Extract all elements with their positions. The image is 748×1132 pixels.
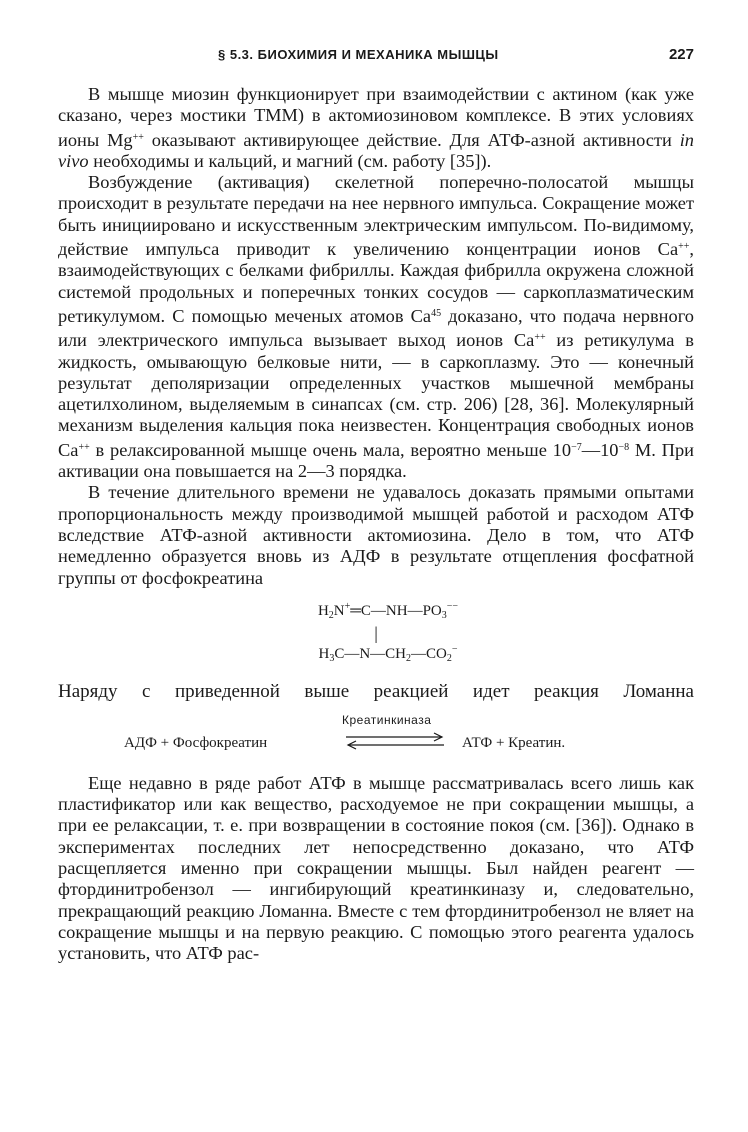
reaction-lhs: АДФ + Фосфокреатин (124, 734, 268, 751)
book-page (58, 46, 694, 965)
formula-bond: | (374, 622, 378, 643)
lohmann-reaction (58, 711, 694, 759)
page-header (58, 46, 694, 70)
paragraph-4: Еще недавно в ряде работ АТФ в мышце рассматривалась всего лишь как пластификатор или как вещество, расходуемое не при сокращении мышцы, а при ее релаксации, т. е. при возвращении в состояние покоя (см. [36]). Однако в экспериментах последних лет непосредственно доказано, что АТФ расщепляется именно при сокращении мышцы. Был найден реагент — фтординитробензол — ингибирующий креатинкиназу и, следовательно, прекращающий реакцию Ломанна. Вместе с тем фтординитробензол не вляет на сокращение мышцы и на первую реакцию. С помощью этого реагента удалось установить, что АТФ рас- (58, 772, 694, 964)
paragraph-2: Возбуждение (активация) скелетной поперечно-полосатой мышцы происходит в результате передачи на нее нервного импульса. Сокращение может быть инициировано и искусственным электрическим импульсом. По-видимому, действие импульса приводит к увеличению концентрации ионов Ca++, взаимодействующих с белками фибриллы. Каждая фибрилла окружена сложной системой продольных и поперечных тонких сосудов — саркоплазматическим ретикулумом. С помощью меченых атомов Ca$^{45}$ доказано, что подача нервного или электрического импульса вызывает выход ионов Ca++ из ретикулума в жидкость, омывающую белковые нити, — в саркоплазму. Это — конечный результат деполяризации определенных участков мышечной мембраны ацетилхолином, выделяемым в синапсах (см. стр. 206) [28, 36]. Молекулярный механизм выделения кальция пока неизвестен. Концентрация свободных ионов Ca++ в релаксированной мышце очень мала, вероятно меньше $10^{-7}—10^{-8}$ M. При активации она повышается на 2—3 порядка. (58, 172, 694, 482)
closing-text (58, 773, 694, 965)
paragraph-3: В течение длительного времени не удавалось доказать прямыми опытами пропорциональность между производимой мышцей работой и расходом АТФ вследствие АТФ-азной активности актомиозина. Дело в том, что АТФ немедленно образуется вновь из АДФ в результате отщепления фосфатной группы от фосфокреатина (58, 482, 694, 588)
italic-term: in vivo (58, 129, 694, 171)
catalyst-label: Креатинкиназа (342, 712, 432, 727)
paragraph-1: В мышце миозин функционирует при взаимодействии с актином (как уже сказано, через мостики ТММ) в актомиозиновом комплексе. В этих условиях ионы Mg++ оказывают активирующее действие. Для АТФ-азной активности in vivo необходимы и кальций, и магний (см. работу [35]). (58, 84, 694, 171)
running-title: § 5.3. БИОХИМИЯ И МЕХАНИКА МЫШЦЫ (218, 47, 499, 62)
formula-line-3: $H_3C—N—CH_2—CO_2^-$ (318, 643, 458, 664)
body-text (58, 84, 694, 589)
page-number: 227 (668, 46, 694, 63)
lohmann-lead-line: Наряду с приведенной выше реакцией идет реакция Ломанна (58, 680, 694, 702)
formula-line-1: $H_2N^+═C—NH—PO_3^{--}$ (317, 600, 459, 621)
equilibrium-arrows-icon (344, 731, 446, 751)
reaction-rhs: АТФ + Креатин. (462, 734, 566, 751)
phosphocreatine-formula (58, 599, 694, 667)
